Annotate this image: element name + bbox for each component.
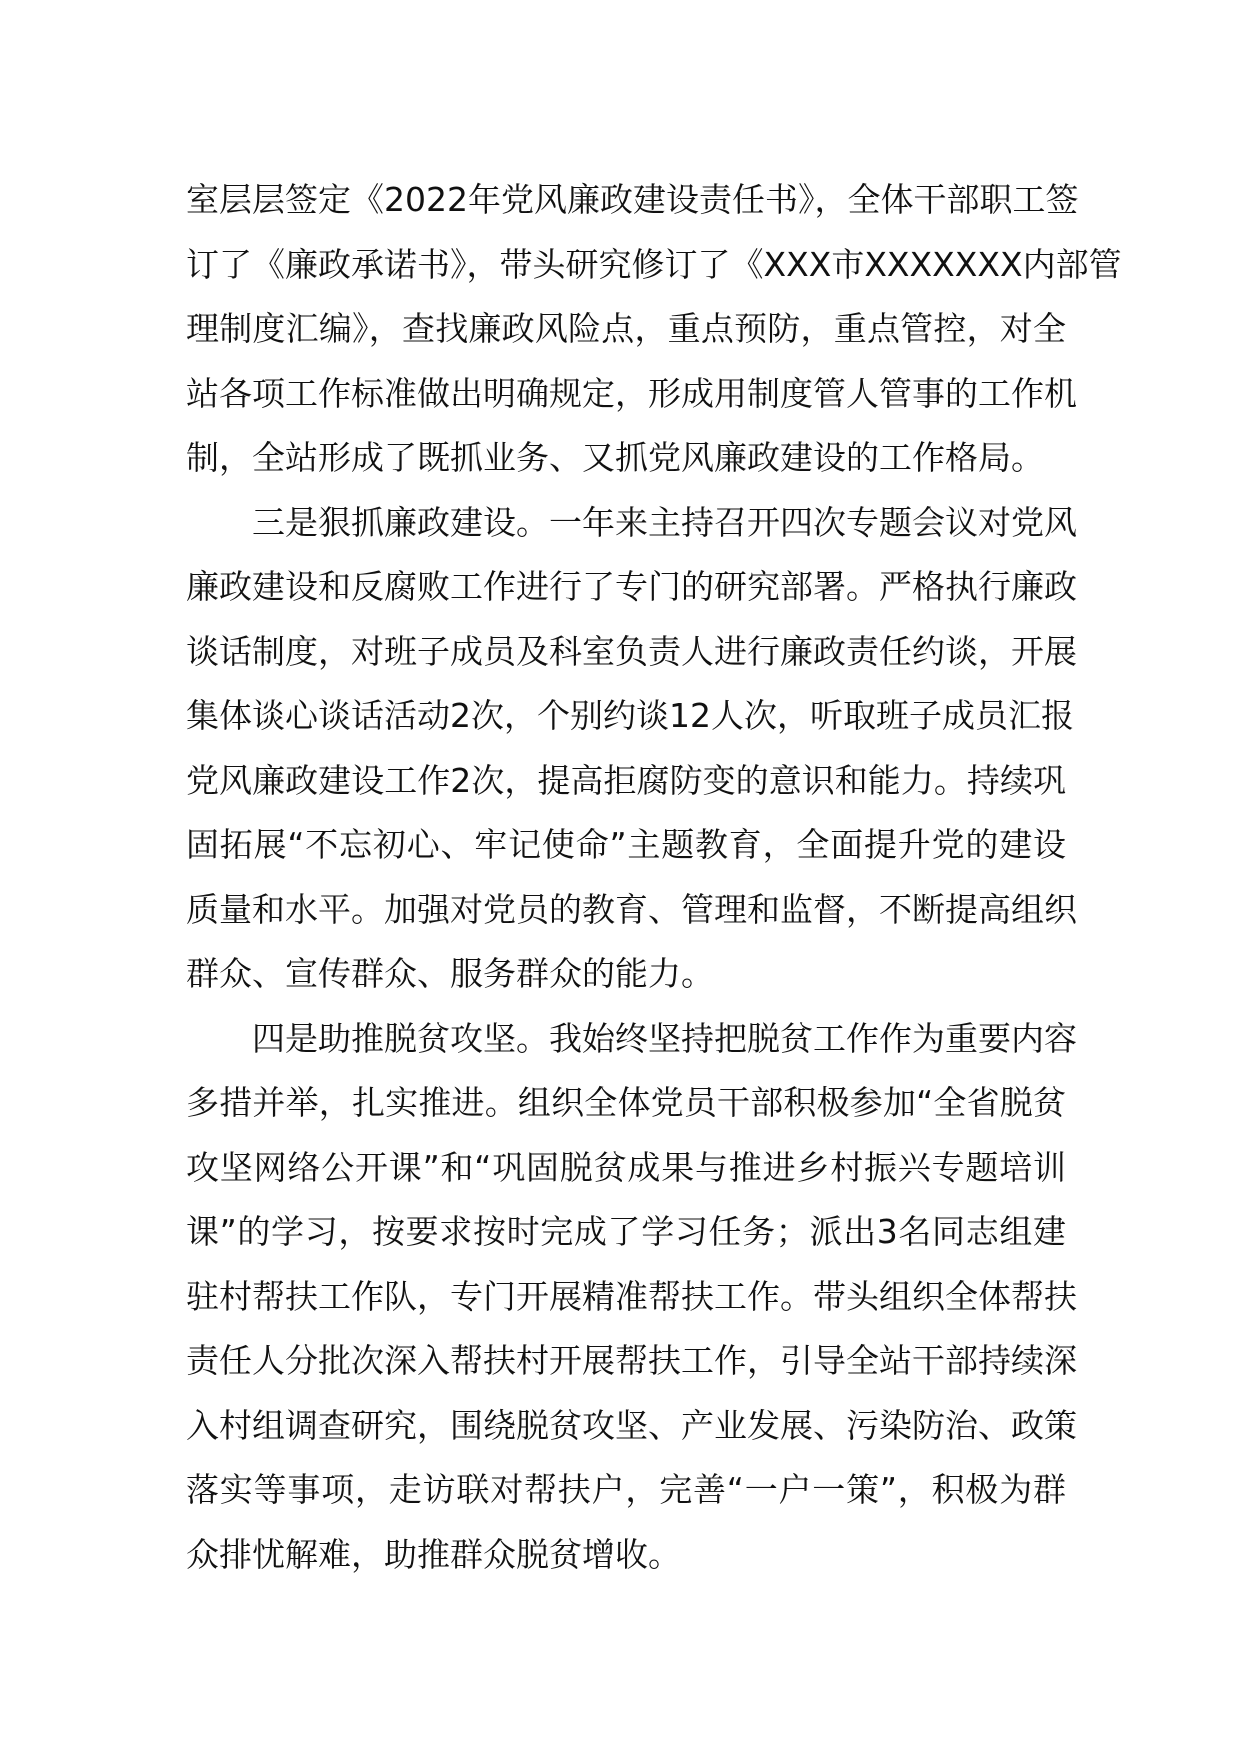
text-line: 课”的学习，按要求按时完成了学习任务；派出3名同志组建 <box>186 1212 1066 1251</box>
text-line: 群众、宣传群众、服务群众的能力。 <box>186 954 714 993</box>
text-line: 入村组调查研究，围绕脱贫攻坚、产业发展、污染防治、政策 <box>186 1405 1077 1445</box>
text-line: 驻村帮扶工作队，专门开展精准帮扶工作。带头组织全体帮扶 <box>186 1276 1077 1316</box>
paragraph-3 <box>186 1007 1077 1588</box>
text-line: 质量和水平。加强对党员的教育、管理和监督，不断提高组织 <box>186 889 1077 929</box>
text-line: 攻坚网络公开课”和“巩固脱贫成果与推进乡村振兴专题培训 <box>186 1147 1066 1187</box>
text-line: 党风廉政建设工作2次，提高拒腐防变的意识和能力。持续巩 <box>186 760 1066 800</box>
text-line: 固拓展“不忘初心、牢记使命”主题教育，全面提升党的建设 <box>186 825 1066 864</box>
text-line: 订了《廉政承诺书》，带头研究修订了《XXX市XXXXXXX内部管 <box>186 244 1122 284</box>
text-line: 责任人分批次深入帮扶村开展帮扶工作，引导全站干部持续深 <box>186 1341 1077 1380</box>
text-line: 谈话制度，对班子成员及科室负责人进行廉政责任约谈，开展 <box>186 631 1077 671</box>
paragraph-1 <box>186 168 1122 491</box>
paragraph-2 <box>186 491 1077 1007</box>
body-text <box>186 168 1122 1587</box>
text-line: 三是狠抓廉政建设。一年来主持召开四次专题会议对党风 <box>252 502 1077 542</box>
text-line: 四是助推脱贫攻坚。我始终坚持把脱贫工作作为重要内容 <box>252 1018 1077 1058</box>
text-line: 站各项工作标准做出明确规定，形成用制度管人管事的工作机 <box>186 373 1077 413</box>
text-line: 落实等事项，走访联对帮扶户，完善“一户一策”，积极为群 <box>186 1470 1066 1509</box>
text-line: 众排忧解难，助推群众脱贫增收。 <box>186 1534 681 1574</box>
text-line: 集体谈心谈话活动2次，个别约谈12人次，听取班子成员汇报 <box>186 696 1074 735</box>
text-line: 制，全站形成了既抓业务、又抓党风廉政建设的工作格局。 <box>186 438 1044 477</box>
text-line: 理制度汇编》，查找廉政风险点，重点预防，重点管控，对全 <box>186 309 1066 348</box>
text-line: 多措并举，扎实推进。组织全体党员干部积极参加“全省脱贫 <box>186 1083 1066 1122</box>
text-line: 室层层签定《2022年党风廉政建设责任书》，全体干部职工签 <box>186 180 1079 219</box>
text-line: 廉政建设和反腐败工作进行了专门的研究部署。严格执行廉政 <box>186 567 1077 606</box>
